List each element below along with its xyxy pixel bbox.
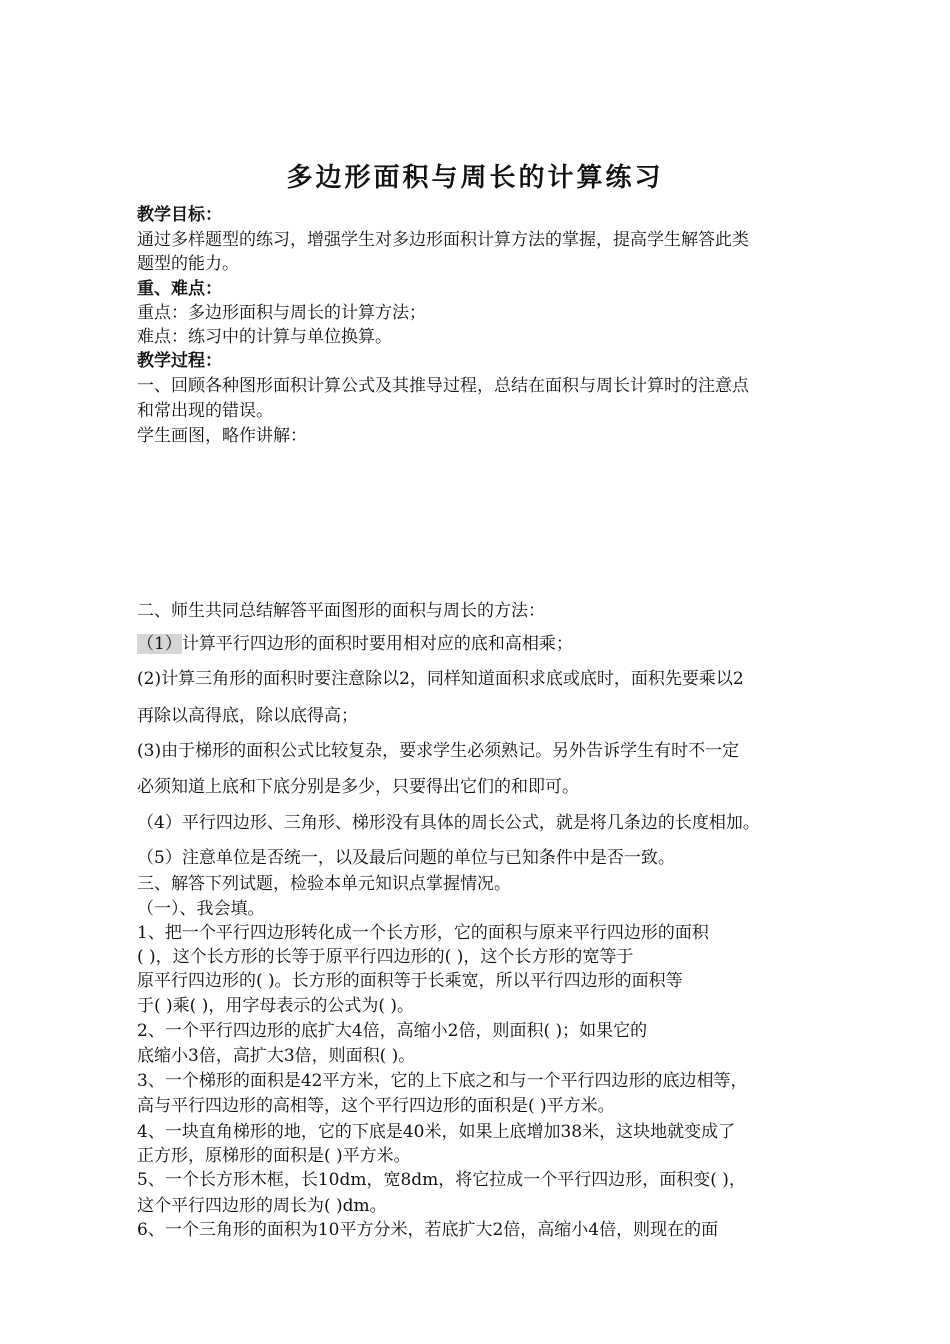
question-text: 高与平行四边形的高相等，这个平行四边形的面积是( )平方米。	[137, 1096, 615, 1116]
section-heading: （一）、我会填。	[137, 899, 265, 919]
step2-heading: 二、师生共同总结解答平面图形的面积与周长的方法：	[137, 601, 545, 621]
method-item	[137, 633, 817, 655]
question-text: ( )，这个长方形的长等于原平行四边形的( )，这个长方形的宽等于	[137, 947, 634, 967]
question-text: 原平行四边形的( )。长方形的面积等于长乘宽，所以平行四边形的面积等	[137, 971, 683, 991]
step3-heading: 三、解答下列试题，检验本单元知识点掌握情况。	[137, 874, 511, 894]
goal-heading: 教学目标：	[137, 205, 222, 225]
key-heading: 重、难点：	[137, 279, 222, 299]
goal-text: 通过多样题型的练习，增强学生对多边形面积计算方法的掌握，提高学生解答此类	[137, 230, 749, 250]
step1-text: 和常出现的错误。	[137, 401, 273, 421]
method-text: 计算平行四边形的面积时要用相对应的底和高相乘；	[181, 634, 573, 654]
process-heading: 教学过程：	[137, 351, 222, 371]
question-text: 3、一个梯形的面积是42平方米，它的上下底之和与一个平行四边形的底边相等，	[137, 1071, 748, 1091]
step1-text: 一、回顾各种图形面积计算公式及其推导过程，总结在面积与周长计算时的注意点	[137, 376, 749, 396]
question-text: 这个平行四边形的周长为( )dm。	[137, 1196, 387, 1216]
method-item: 必须知道上底和下底分别是多少，只要得出它们的和即可。	[137, 777, 579, 797]
difficult-point: 难点：练习中的计算与单位换算。	[137, 327, 392, 347]
question-text: 6、一个三角形的面积为10平方分米，若底扩大2倍，高缩小4倍，则现在的面	[137, 1220, 719, 1240]
question-text: 于( )乘( )，用字母表示的公式为( )。	[137, 996, 415, 1016]
method-item: (3)由于梯形的面积公式比较复杂，要求学生必须熟记。另外告诉学生有时不一定	[137, 741, 740, 761]
question-text: 1、把一个平行四边形转化成一个长方形，它的面积与原来平行四边形的面积	[137, 923, 709, 943]
method-item: （5）注意单位是否统一，以及最后问题的单位与已知条件中是否一致。	[137, 848, 675, 868]
question-text: 底缩小3倍，高扩大3倍，则面积( )。	[137, 1046, 416, 1066]
question-text: 2、一个平行四边形的底扩大4倍，高缩小2倍，则面积( )；如果它的	[137, 1021, 648, 1041]
method-item: （4）平行四边形、三角形、梯形没有具体的周长公式，就是将几条边的长度相加。	[137, 813, 760, 833]
question-text: 5、一个长方形木框，长10dm，宽8dm，将它拉成一个平行四边形，面积变( )，	[137, 1170, 746, 1190]
method-item: 再除以高得底，除以底得高；	[137, 706, 358, 726]
question-text: 正方形，原梯形的面积是( )平方米。	[137, 1146, 411, 1166]
page-title: 多边形面积与周长的计算练习	[286, 163, 664, 193]
method-item: (2)计算三角形的面积时要注意除以2，同样知道面积求底或底时，面积先要乘以2	[137, 669, 744, 689]
step1-text: 学生画图，略作讲解：	[137, 426, 307, 446]
method-number: （1）	[137, 634, 182, 654]
question-text: 4、一块直角梯形的地，它的下底是40米，如果上底增加38米，这块地就变成了	[137, 1122, 736, 1142]
key-point: 重点：多边形面积与周长的计算方法；	[137, 303, 426, 323]
goal-text: 题型的能力。	[137, 254, 239, 274]
